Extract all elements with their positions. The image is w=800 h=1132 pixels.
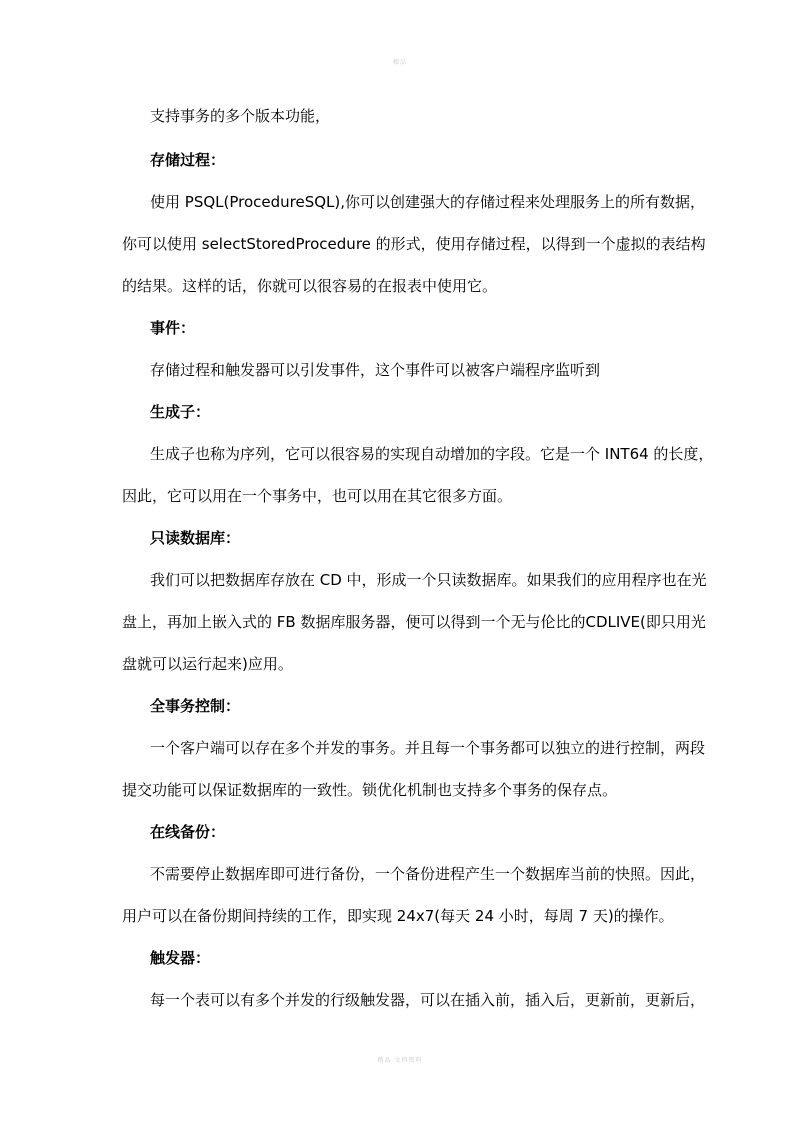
paragraph-stored-procedure-line-1	[150, 192, 706, 212]
paragraph-backup-line-1: 不需要停止数据库即可进行备份，一个备份进程产生一个数据库当前的快照。因此，	[150, 865, 706, 883]
heading-event: 事件：	[150, 319, 196, 337]
heading-online-backup: 在线备份：	[150, 823, 226, 841]
heading-generator: 生成子：	[150, 403, 211, 421]
heading-stored-procedure: 存储过程：	[150, 151, 226, 169]
text-segment: 使用 PSQL(Procedure	[150, 193, 305, 211]
paragraph-trigger-line-1: 每一个表可以有多个并发的行级触发器，可以在插入前，插入后，更新前，更新后，	[150, 991, 706, 1009]
heading-readonly-database: 只读数据库：	[150, 529, 241, 547]
text-segment: 你可以使用 select	[122, 235, 247, 253]
paragraph-readonly-line-1: 我们可以把数据库存放在 CD 中，形成一个只读数据库。如果我们的应用程序也在光	[150, 571, 707, 589]
heading-trigger: 触发器：	[150, 949, 211, 967]
paragraph-generator-line-2: 因此，它可以用在一个事务中，也可以用在其它很多方面。	[122, 487, 513, 505]
paragraph-mvcc: 支持事务的多个版本功能，	[150, 107, 331, 125]
page-footer: 精品 文档资料	[377, 1057, 423, 1064]
text-segment: SQL),你可以创建强大的存储过程来处理服务上的所有数据，	[304, 193, 706, 211]
paragraph-transaction-line-1: 一个客户端可以存在多个并发的事务。并且每一个事务都可以独立的进行控制，两段	[150, 739, 706, 757]
paragraph-stored-procedure-line-3: 的结果。这样的话，你就可以很容易的在报表中使用它。	[122, 277, 498, 295]
paragraph-readonly-line-3: 盘就可以运行起来)应用。	[122, 655, 293, 673]
paragraph-transaction-line-2: 提交功能可以保证数据库的一致性。锁优化机制也支持多个事务的保存点。	[122, 781, 618, 799]
heading-full-transaction-control: 全事务控制：	[150, 697, 241, 715]
page-header: 精品	[392, 59, 407, 66]
paragraph-stored-procedure-line-2	[122, 234, 706, 254]
text-segment: 盘上，再加上嵌入式的 FB 数据库服务器，便可以得到一个无与伦比的	[122, 613, 586, 631]
paragraph-event: 存储过程和触发器可以引发事件，这个事件可以被客户端程序监听到	[150, 361, 601, 379]
paragraph-generator-line-1: 生成子也称为序列，它可以很容易的实现自动增加的字段。它是一个 INT64 的长度，	[150, 445, 714, 463]
text-segment: CDLIVE(即只用光	[585, 613, 706, 631]
paragraph-readonly-line-2	[122, 612, 706, 632]
text-segment: Procedure 的形式，使用存储过程，以得到一个虚拟的表结构	[295, 235, 706, 253]
text-segment: Stored	[246, 235, 296, 253]
paragraph-backup-line-2: 用户可以在备份期间持续的工作，即实现 24x7(每天 24 小时，每周 7 天)的操作。	[122, 907, 674, 925]
